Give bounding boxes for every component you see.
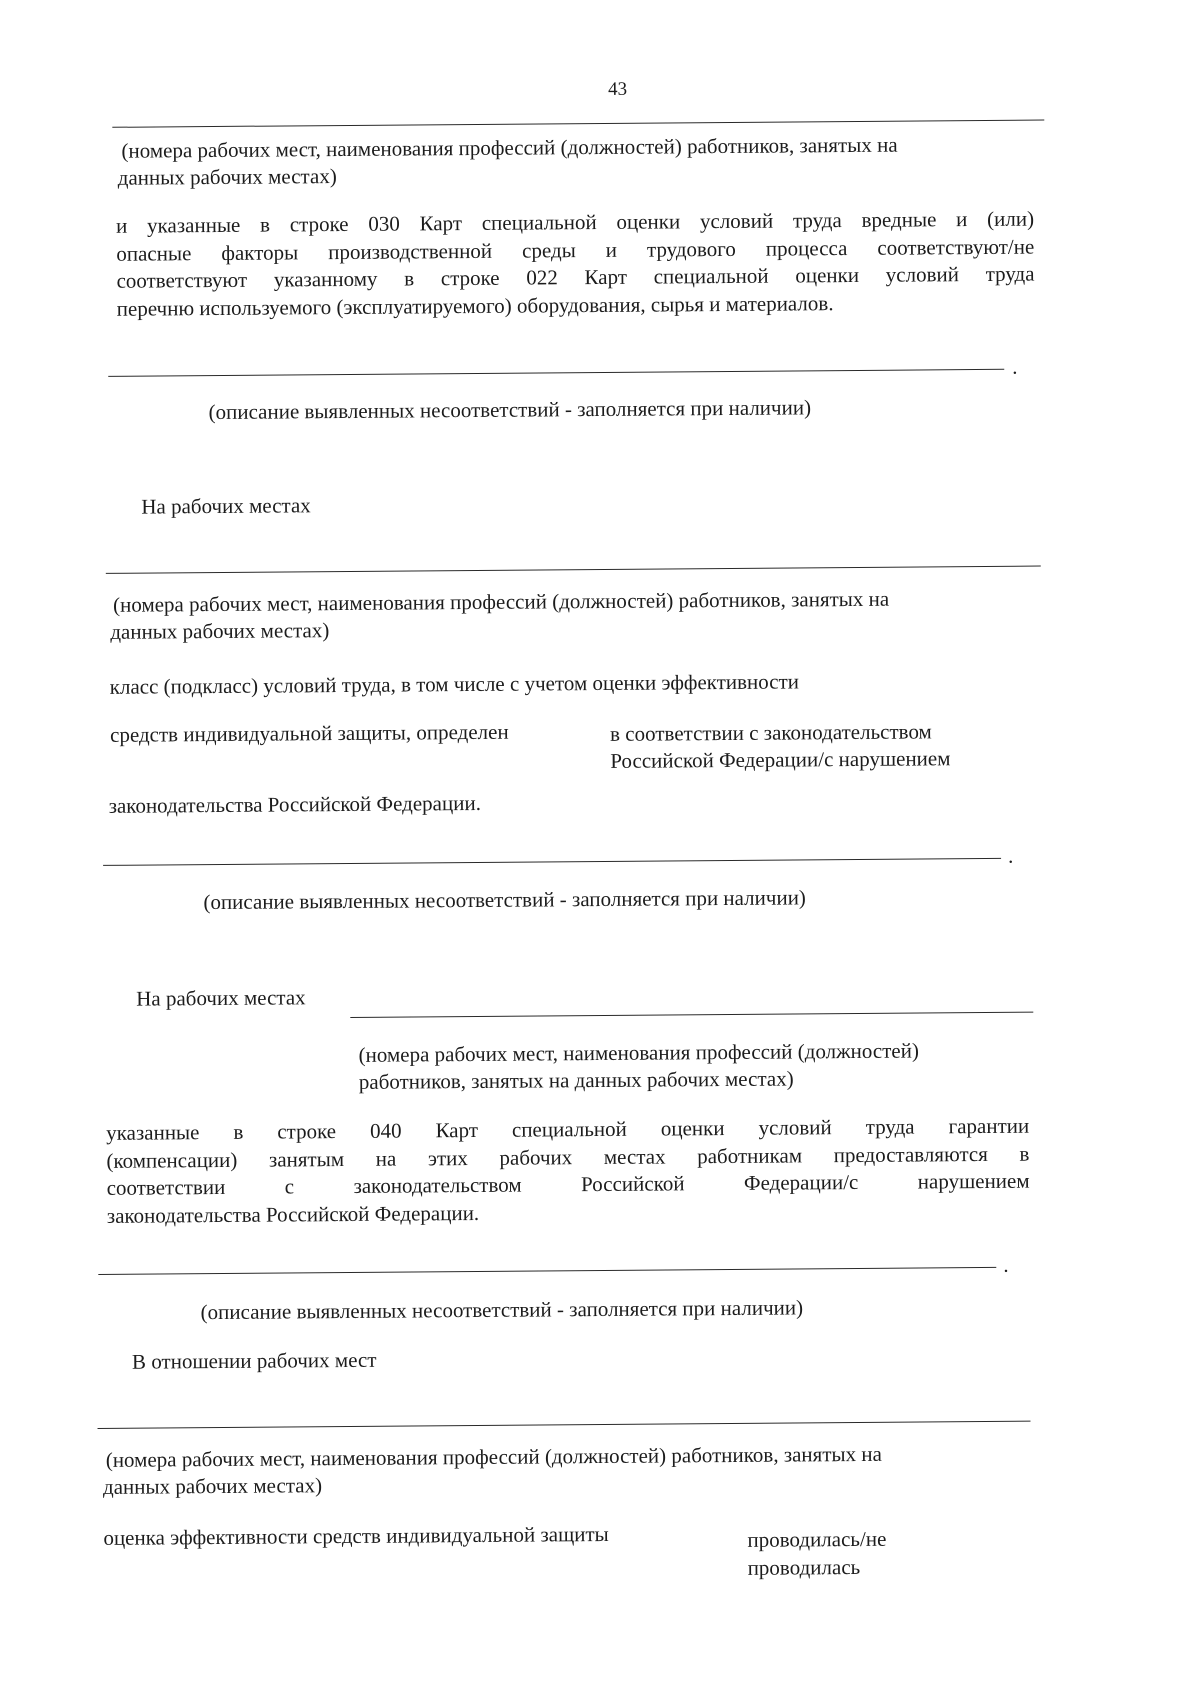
option-text: проводилась/не bbox=[747, 1526, 887, 1552]
paragraph-line: опасные факторы производственной среды и трудового процесса соответствуют/не bbox=[116, 234, 1035, 266]
option-text: в соответствии с законодательством bbox=[609, 719, 932, 746]
caption-workplaces: (номера рабочих мест, наименования профессий (должностей) bbox=[358, 1038, 920, 1067]
paragraph-line: указанные в строке 040 Карт специальной оценки условий труда гарантии bbox=[106, 1113, 1030, 1145]
class-text: класс (подкласс) условий труда, в том числе с учетом оценки эффективности bbox=[109, 669, 800, 699]
line-dot: . bbox=[1007, 843, 1014, 868]
caption-discrepancies: (описание выявленных несоответствий - заполняется при наличии) bbox=[203, 885, 806, 915]
fill-line bbox=[350, 1012, 1033, 1018]
caption-discrepancies: (описание выявленных несоответствий - заполняется при наличии) bbox=[200, 1295, 804, 1325]
paragraph-factors bbox=[116, 206, 1035, 323]
section-heading: В отношении рабочих мест bbox=[131, 1347, 377, 1374]
fill-line bbox=[98, 1421, 1031, 1429]
section-heading: На рабочих местах bbox=[141, 493, 311, 519]
paragraph-guarantees bbox=[106, 1113, 1030, 1230]
caption-discrepancies: (описание выявленных несоответствий - заполняется при наличии) bbox=[208, 395, 812, 425]
fill-line bbox=[103, 858, 1001, 866]
option-text: Российской Федерации/с нарушением bbox=[610, 746, 951, 773]
caption-workplaces: данных рабочих местах) bbox=[117, 164, 337, 190]
caption-workplaces: работников, занятых на данных рабочих местах) bbox=[358, 1066, 794, 1094]
caption-workplaces: (номера рабочих мест, наименования профессий (должностей) работников, занятых на bbox=[121, 132, 898, 163]
caption-workplaces: (номера рабочих мест, наименования профессий (должностей) работников, занятых на bbox=[105, 1441, 882, 1472]
class-text: законодательства Российской Федерации. bbox=[108, 790, 482, 818]
paragraph-line: (компенсации) занятым на этих рабочих местах работникам предоставляются в bbox=[106, 1141, 1030, 1173]
paragraph-line: законодательства Российской Федерации. bbox=[106, 1200, 480, 1228]
line-dot: . bbox=[1012, 354, 1018, 379]
page-number: 43 bbox=[607, 78, 628, 100]
ppe-text: оценка эффективности средств индивидуальной защиты bbox=[103, 1521, 609, 1550]
caption-workplaces: данных рабочих местах) bbox=[102, 1473, 323, 1499]
paragraph-line: и указанные в строке 030 Карт специальной оценки условий труда вредные и (или) bbox=[115, 206, 1035, 238]
option-text: проводилась bbox=[747, 1554, 861, 1580]
line-dot: . bbox=[1003, 1252, 1009, 1277]
caption-workplaces: (номера рабочих мест, наименования профессий (должностей) работников, занятых на bbox=[112, 586, 890, 617]
caption-workplaces: данных рабочих местах) bbox=[110, 618, 330, 644]
paragraph-line: соответствии с законодательством Российской Федерации/с нарушением bbox=[106, 1168, 1030, 1200]
fill-line bbox=[98, 1267, 996, 1275]
paragraph-line: соответствуют указанному в строке 022 Карт специальной оценки условий труда bbox=[116, 261, 1035, 293]
section-heading: На рабочих местах bbox=[136, 985, 306, 1011]
fill-line bbox=[108, 369, 1004, 377]
paragraph-line: перечню используемого (эксплуатируемого) оборудования, сырья и материалов. bbox=[116, 290, 834, 321]
fill-line bbox=[112, 119, 1044, 127]
fill-line bbox=[106, 566, 1041, 574]
class-text: средств индивидуальной защиты, определен bbox=[109, 719, 509, 747]
